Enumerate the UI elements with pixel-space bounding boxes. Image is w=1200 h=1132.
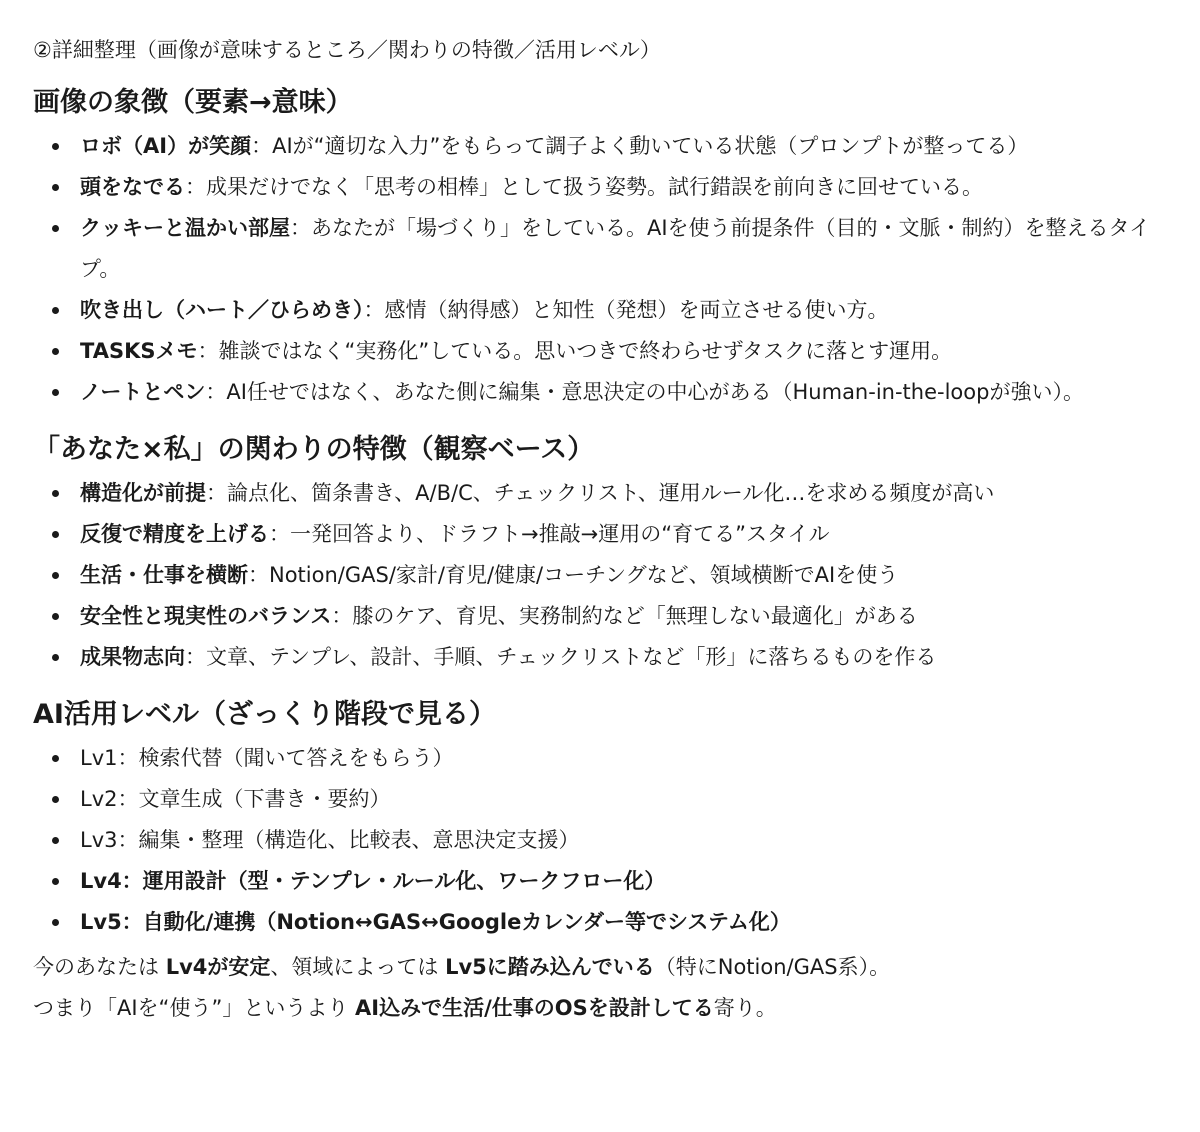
item-term: TASKSメモ	[80, 339, 198, 363]
item-desc: ：文章、テンプレ、設計、手順、チェックリストなど「形」に落ちるものを作る	[185, 645, 937, 669]
item-term: 頭をなでる	[80, 175, 185, 199]
item-desc: ：Notion/GAS/家計/育児/健康/コーチングなど、領域横断でAIを使う	[248, 563, 899, 587]
item-desc: ：膝のケア、育児、実務制約など「無理しない最適化」がある	[331, 604, 918, 628]
section-heading-relationship: 「あなた×私」の関わりの特徴（観察ベース）	[33, 434, 595, 465]
item-desc: ：AI任せではなく、あなた側に編集・意思決定の中心がある（Human-in-the-loopが強い）。	[205, 380, 1084, 404]
emphasis: AI込みで生活/仕事のOSを設計してる	[355, 996, 714, 1020]
emphasis: Lv5に踏み込んでいる	[445, 955, 655, 979]
text-span: （特にNotion/GAS系）。	[654, 955, 891, 979]
level-item: Lv2：文章生成（下書き・要約）	[33, 779, 1160, 820]
item-term: 構造化が前提	[80, 481, 206, 505]
item-term: 生活・仕事を横断	[80, 563, 248, 587]
level-item: Lv4：運用設計（型・テンプレ・ルール化、ワークフロー化）	[33, 861, 1160, 902]
item-desc: ：あなたが「場づくり」をしている。AIを使う前提条件（目的・文脈・制約）を整えるタイプ。	[80, 216, 1151, 281]
symbols-list	[33, 126, 1160, 413]
item-term: 吹き出し（ハート／ひらめき）	[80, 298, 364, 322]
relationship-list	[33, 473, 1160, 678]
item-desc: ：成果だけでなく「思考の相棒」として扱う姿勢。試行錯誤を前向きに回せている。	[185, 175, 983, 199]
item-term: 成果物志向	[80, 645, 185, 669]
list-item	[33, 596, 1160, 637]
item-term: クッキーと温かい部屋	[80, 216, 290, 240]
item-term: ロボ（AI）が笑顔	[80, 134, 252, 158]
list-item	[33, 372, 1160, 413]
section-heading-levels: AI活用レベル（ざっくり階段で見る）	[33, 699, 496, 730]
list-item	[33, 473, 1160, 514]
item-desc: ：感情（納得感）と知性（発想）を両立させる使い方。	[363, 298, 889, 322]
conclusion-line-2	[33, 988, 1160, 1029]
level-item: Lv5：自動化/連携（Notion↔GAS↔Googleカレンダー等でシステム化）	[33, 902, 1160, 943]
level-item: Lv3：編集・整理（構造化、比較表、意思決定支援）	[33, 820, 1160, 861]
list-item	[33, 514, 1160, 555]
levels-list	[33, 738, 1160, 943]
intro-line: ②詳細整理（画像が意味するところ／関わりの特徴／活用レベル）	[33, 38, 661, 62]
conclusion-line-1	[33, 947, 1160, 988]
item-term: ノートとペン	[80, 380, 206, 404]
text-span: 、領域によっては	[270, 955, 446, 979]
text-span: 寄り。	[713, 996, 777, 1020]
item-term: 安全性と現実性のバランス	[80, 604, 332, 628]
item-desc: ：一発回答より、ドラフト→推敲→運用の“育てる”スタイル	[269, 522, 830, 546]
section-heading-symbols: 画像の象徴（要素→意味）	[33, 87, 353, 118]
list-item	[33, 331, 1160, 372]
list-item	[33, 167, 1160, 208]
emphasis: Lv4が安定	[165, 955, 271, 979]
list-item	[33, 126, 1160, 167]
item-desc: ：雑談ではなく“実務化”している。思いつきで終わらせずタスクに落とす運用。	[197, 339, 953, 363]
list-item	[33, 637, 1160, 678]
item-desc: ：AIが“適切な入力”をもらって調子よく動いている状態（プロンプトが整ってる）	[251, 134, 1029, 158]
item-desc: ：論点化、箇条書き、A/B/C、チェックリスト、運用ルール化…を求める頻度が高い	[206, 481, 995, 505]
text-span: つまり「AIを“使う”」というより	[33, 996, 355, 1020]
text-span: 今のあなたは	[33, 955, 166, 979]
item-term: 反復で精度を上げる	[80, 522, 269, 546]
list-item	[33, 208, 1160, 290]
list-item	[33, 555, 1160, 596]
level-item: Lv1：検索代替（聞いて答えをもらう）	[33, 738, 1160, 779]
list-item	[33, 290, 1160, 331]
